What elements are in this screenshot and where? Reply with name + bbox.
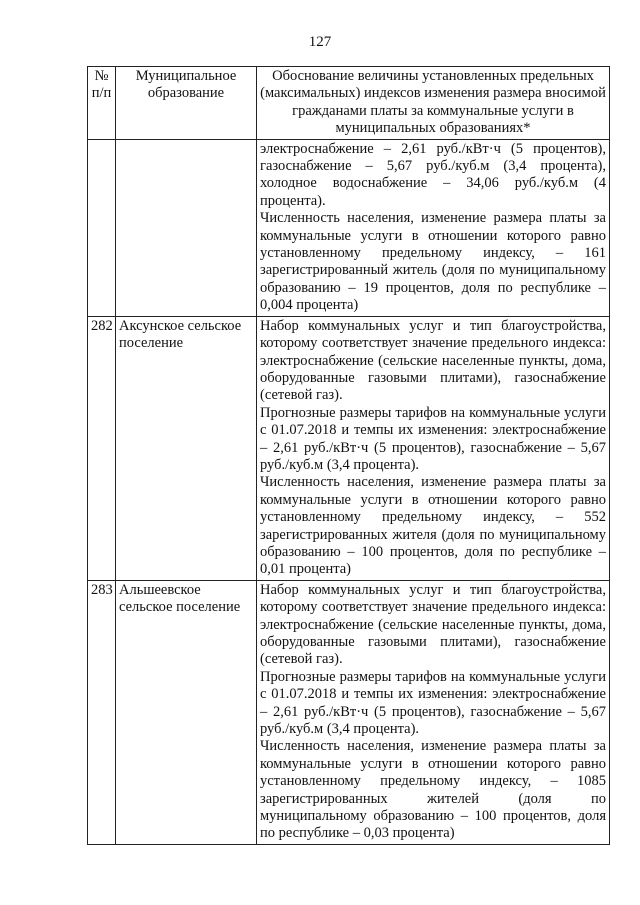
row-justification bbox=[257, 316, 610, 580]
row-number bbox=[88, 139, 116, 316]
header-num: № п/п bbox=[88, 67, 116, 140]
justification-paragraph: Набор коммунальных услуг и тип благоустройства, которому соответствует значение предельного индекса: электроснабжение (сельские населенные пункты, дома, оборудованные газовыми плитами), газоснабжение (сетевой газ). bbox=[260, 581, 606, 668]
justification-paragraph: Прогнозные размеры тарифов на коммунальные услуги с 01.07.2018 и темпы их изменения: электроснабжение – 2,61 руб./кВт·ч (5 процентов), газоснабжение – 5,67 руб./куб.м (3,4 процента). bbox=[260, 404, 606, 473]
table-row bbox=[88, 580, 610, 844]
justification-paragraph: электроснабжение – 2,61 руб./кВт·ч (5 процентов), газоснабжение – 5,67 руб./куб.м (3,4 процента), холодное водоснабжение – 34,06 руб./куб.м (4 процента). bbox=[260, 140, 606, 209]
row-justification bbox=[257, 139, 610, 316]
table-row bbox=[88, 139, 610, 316]
table-row bbox=[88, 316, 610, 580]
row-municipality bbox=[116, 139, 257, 316]
justification-paragraph: Численность населения, изменение размера платы за коммунальные услуги в отношении которого равно установленному предельному индексу, – 161 зарегистрированный житель (доля по муниципальному образованию – 19 процентов, доля по республике – 0,004 процента) bbox=[260, 210, 606, 314]
justification-paragraph: Численность населения, изменение размера платы за коммунальные услуги в отношении которого равно установленному предельному индексу, – 1085 зарегистрированных жителей (доля по муниципальному образованию – 100 процентов, доля по республике – 0,03 процента) bbox=[260, 738, 606, 842]
row-number: 282 bbox=[88, 316, 116, 580]
row-number: 283 bbox=[88, 580, 116, 844]
justification-paragraph: Набор коммунальных услуг и тип благоустройства, которому соответствует значение предельного индекса: электроснабжение (сельские населенные пункты, дома, оборудованные газовыми плитами), газоснабжение (сетевой газ). bbox=[260, 317, 606, 404]
table-header-row bbox=[88, 67, 610, 140]
page-number: 127 bbox=[308, 34, 332, 50]
row-municipality: Альшеевское сельское поселение bbox=[116, 580, 257, 844]
header-municipality: Муниципальное образование bbox=[116, 67, 257, 140]
justification-paragraph: Численность населения, изменение размера платы за коммунальные услуги в отношении которого равно установленному предельному индексу, – 552 зарегистрированных жителя (доля по муниципальному образованию – 100 процентов, доля по республике – 0,01 процента) bbox=[260, 474, 606, 578]
row-municipality: Аксунское сельское поселение bbox=[116, 316, 257, 580]
justification-paragraph: Прогнозные размеры тарифов на коммунальные услуги с 01.07.2018 и темпы их изменения: электроснабжение – 2,61 руб./кВт·ч (5 процентов), газоснабжение – 5,67 руб./куб.м (3,4 процента). bbox=[260, 668, 606, 738]
header-justification: Обоснование величины установленных предельных (максимальных) индексов изменения размера вносимой гражданами платы за коммунальные услуги в муниципальных образованиях* bbox=[257, 67, 610, 140]
row-justification bbox=[257, 580, 610, 844]
tariff-justification-table bbox=[87, 66, 610, 845]
